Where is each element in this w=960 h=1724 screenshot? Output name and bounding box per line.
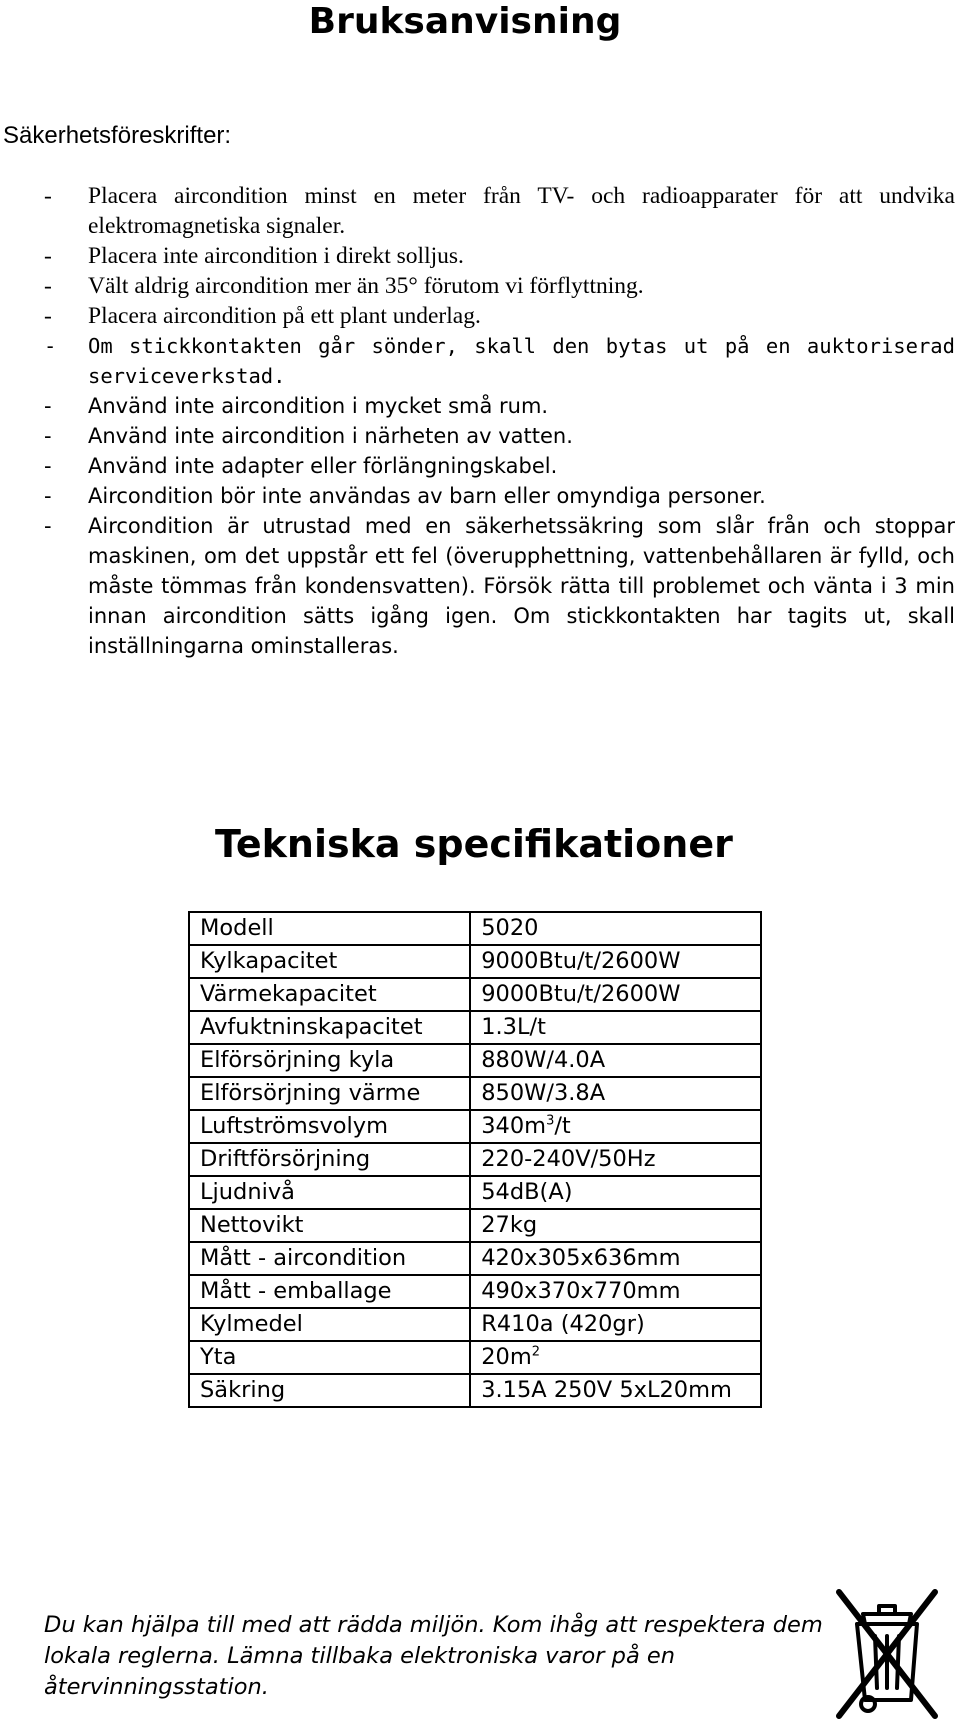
safety-item bbox=[0, 271, 955, 301]
safety-item bbox=[0, 241, 955, 271]
safety-list bbox=[0, 181, 955, 661]
spec-label: Värmekapacitet bbox=[189, 978, 470, 1011]
table-row bbox=[189, 1077, 761, 1110]
spec-label: Mått - aircondition bbox=[189, 1242, 470, 1275]
spec-label: Modell bbox=[189, 912, 470, 945]
spec-value: 27kg bbox=[470, 1209, 761, 1242]
safety-item bbox=[0, 481, 955, 511]
spec-value: 9000Btu/t/2600W bbox=[470, 945, 761, 978]
spec-value: 1.3L/t bbox=[470, 1011, 761, 1044]
spec-label: Säkring bbox=[189, 1374, 470, 1407]
spec-value: 5020 bbox=[470, 912, 761, 945]
safety-item bbox=[0, 421, 955, 451]
table-row bbox=[189, 1242, 761, 1275]
spec-value-cell bbox=[470, 1341, 761, 1374]
table-row bbox=[189, 1374, 761, 1407]
list-dash: - bbox=[44, 243, 52, 269]
safety-heading: Säkerhetsföreskrifter: bbox=[3, 122, 232, 149]
spec-label: Driftförsörjning bbox=[189, 1143, 470, 1176]
safety-item bbox=[0, 331, 955, 391]
superscript: 3 bbox=[546, 1113, 555, 1129]
safety-item-text: Aircondition är utrustad med en säkerhetssäkring som slår från och stoppar maskinen, om det uppstår ett fel (överupphettning, vattenbehållaren är fylld, och måste tömmas från kondensvatten). Försök rätta till problemet och vänta i 3 min innan aircondition sätts igång igen. Om stickkontakten har tagits ut, skall inställningarna ominstalleras. bbox=[88, 514, 955, 658]
table-row bbox=[189, 912, 761, 945]
spec-value: 850W/3.8A bbox=[470, 1077, 761, 1110]
spec-value-suffix: /t bbox=[554, 1113, 571, 1139]
list-dash: - bbox=[44, 484, 52, 508]
list-dash: - bbox=[44, 183, 52, 209]
spec-label: Elförsörjning värme bbox=[189, 1077, 470, 1110]
safety-item bbox=[0, 301, 955, 331]
safety-item bbox=[0, 391, 955, 421]
spec-value: 54dB(A) bbox=[470, 1176, 761, 1209]
safety-item-text: Om stickkontakten går sönder, skall den bytas ut på en auktoriserad serviceverkstad. bbox=[88, 334, 955, 388]
spec-value: 220-240V/50Hz bbox=[470, 1143, 761, 1176]
list-dash: - bbox=[44, 303, 52, 329]
spec-value: 880W/4.0A bbox=[470, 1044, 761, 1077]
table-row bbox=[189, 1209, 761, 1242]
crossed-out-wheelie-bin-icon bbox=[835, 1588, 939, 1720]
safety-item-text: Placera aircondition på ett plant underlag. bbox=[88, 303, 481, 329]
page-title: Bruksanvisning bbox=[308, 1, 622, 42]
superscript: 2 bbox=[531, 1344, 541, 1360]
safety-item bbox=[0, 451, 955, 481]
safety-item-text: Placera aircondition minst en meter från TV- och radioapparater för att undvika elektromagnetiska signaler. bbox=[88, 183, 955, 239]
table-row bbox=[189, 945, 761, 978]
safety-item-text: Använd inte adapter eller förlängningskabel. bbox=[88, 454, 558, 478]
table-row bbox=[189, 1110, 761, 1143]
table-row bbox=[189, 978, 761, 1011]
safety-item-text: Använd inte aircondition i närheten av vatten. bbox=[88, 424, 573, 448]
table-row bbox=[189, 1176, 761, 1209]
spec-label: Nettovikt bbox=[189, 1209, 470, 1242]
spec-value: 9000Btu/t/2600W bbox=[470, 978, 761, 1011]
spec-value: R410a (420gr) bbox=[470, 1308, 761, 1341]
table-row bbox=[189, 1011, 761, 1044]
spec-label: Kylmedel bbox=[189, 1308, 470, 1341]
spec-label: Mått - emballage bbox=[189, 1275, 470, 1308]
table-row bbox=[189, 1143, 761, 1176]
list-dash: - bbox=[44, 424, 52, 448]
safety-item bbox=[0, 511, 955, 661]
table-row bbox=[189, 1341, 761, 1374]
spec-label: Yta bbox=[189, 1341, 470, 1374]
table-row bbox=[189, 1308, 761, 1341]
safety-item-text: Använd inte aircondition i mycket små rum. bbox=[88, 394, 549, 418]
spec-value: 490x370x770mm bbox=[470, 1275, 761, 1308]
safety-item-text: Placera inte aircondition i direkt solljus. bbox=[88, 243, 464, 269]
spec-label: Kylkapacitet bbox=[189, 945, 470, 978]
table-row bbox=[189, 1044, 761, 1077]
list-dash: - bbox=[44, 514, 52, 538]
spec-label: Avfuktninskapacitet bbox=[189, 1011, 470, 1044]
safety-item-text: Aircondition bör inte användas av barn eller omyndiga personer. bbox=[88, 484, 766, 508]
spec-value: 340m bbox=[481, 1113, 547, 1139]
safety-item-text: Vält aldrig aircondition mer än 35° förutom vi förflyttning. bbox=[88, 273, 644, 299]
spec-value: 3.15A 250V 5xL20mm bbox=[470, 1374, 761, 1407]
spec-value: 420x305x636mm bbox=[470, 1242, 761, 1275]
list-dash: - bbox=[44, 273, 52, 299]
list-dash: - bbox=[44, 334, 57, 358]
safety-item bbox=[0, 181, 955, 241]
recycling-note: Du kan hjälpa till med att rädda miljön. Kom ihåg att respektera dem lokala reglerna. Lämna tillbaka elektroniska varor på en återvinningsstation. bbox=[44, 1612, 823, 1700]
spec-value-cell bbox=[470, 1110, 761, 1143]
spec-value: 20m bbox=[481, 1344, 532, 1370]
specifications-table bbox=[188, 911, 762, 1408]
spec-label: Luftströmsvolym bbox=[189, 1110, 470, 1143]
spec-label: Elförsörjning kyla bbox=[189, 1044, 470, 1077]
specifications-heading: Tekniska specifikationer bbox=[215, 822, 733, 866]
list-dash: - bbox=[44, 454, 52, 478]
spec-label: Ljudnivå bbox=[189, 1176, 470, 1209]
list-dash: - bbox=[44, 394, 52, 418]
table-row bbox=[189, 1275, 761, 1308]
